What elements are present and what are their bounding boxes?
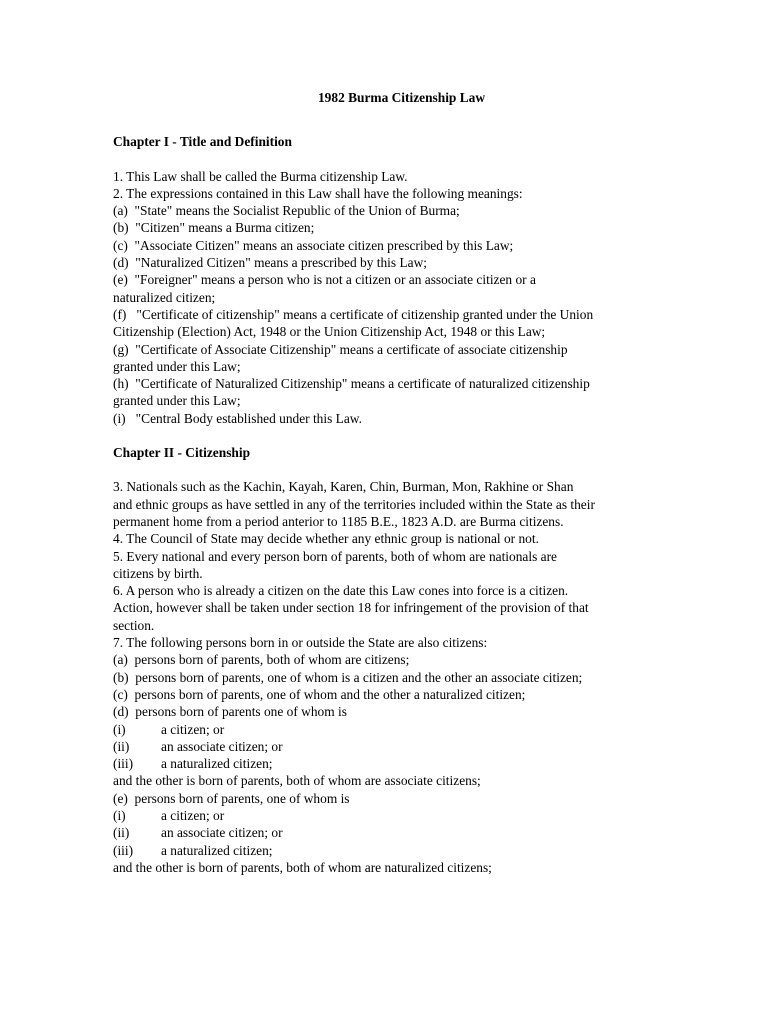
sub-item-text: a citizen; or: [161, 721, 225, 737]
sub-item-number: (i): [113, 721, 126, 737]
text-line: (d) persons born of parents one of whom is: [113, 704, 347, 720]
text-line: 4. The Council of State may decide whether any ethnic group is national or not.: [113, 531, 539, 547]
text-line: 5. Every national and every person born of parents, both of whom are nationals are: [113, 548, 557, 564]
sub-item-text: a naturalized citizen;: [161, 842, 273, 858]
sub-item-text: an associate citizen; or: [161, 738, 283, 754]
text-line: (d) "Naturalized Citizen" means a prescribed by this Law;: [113, 255, 427, 271]
chapter-2-heading: Chapter II - Citizenship: [113, 445, 251, 461]
chapter-1-body: [113, 168, 658, 427]
text-line: 6. A person who is already a citizen on the date this Law cones into force is a citizen.: [113, 583, 569, 599]
sub-item: [113, 824, 658, 841]
text-line: (e) "Foreigner" means a person who is not a citizen or an associate citizen or a: [113, 272, 536, 288]
sub-item-text: an associate citizen; or: [161, 825, 283, 841]
sub-item-number: (iii): [113, 842, 134, 858]
chapter-2-body: [113, 478, 658, 876]
text-line: permanent home from a period anterior to 1185 B.E., 1823 A.D. are Burma citizens.: [113, 513, 564, 529]
document-page: [113, 89, 658, 876]
text-line: and ethnic groups as have settled in any of the territories included within the State as their: [113, 496, 595, 512]
text-line: (g) "Certificate of Associate Citizenship" means a certificate of associate citizenship: [113, 341, 568, 357]
sub-item-number: (ii): [113, 738, 130, 754]
text-line: (c) persons born of parents, one of whom and the other a naturalized citizen;: [113, 686, 526, 702]
text-line: Citizenship (Election) Act, 1948 or the Union Citizenship Act, 1948 or this Law;: [113, 324, 546, 340]
text-line: 7. The following persons born in or outside the State are also citizens:: [113, 635, 488, 651]
sub-item-number: (iii): [113, 756, 134, 772]
text-line: granted under this Law;: [113, 393, 241, 409]
sub-item: [113, 755, 658, 772]
text-line: and the other is born of parents, both of whom are naturalized citizens;: [113, 859, 492, 875]
text-line: (h) "Certificate of Naturalized Citizenship" means a certificate of naturalized citizenship: [113, 376, 590, 392]
document-title: 1982 Burma Citizenship Law: [317, 90, 486, 105]
text-line: 1. This Law shall be called the Burma citizenship Law.: [113, 168, 408, 184]
text-line: 3. Nationals such as the Kachin, Kayah, Karen, Chin, Burman, Mon, Rakhine or Shan: [113, 479, 574, 495]
text-line: 2. The expressions contained in this Law shall have the following meanings:: [113, 185, 523, 201]
text-line: granted under this Law;: [113, 358, 241, 374]
text-line: (f) "Certificate of citizenship" means a certificate of citizenship granted under the Union: [113, 306, 594, 322]
text-line: (e) persons born of parents, one of whom is: [113, 790, 350, 806]
text-line: Action, however shall be taken under section 18 for infringement of the provision of that: [113, 600, 589, 616]
text-line: (b) persons born of parents, one of whom is a citizen and the other an associate citizen;: [113, 669, 583, 685]
text-line: (a) "State" means the Socialist Republic of the Union of Burma;: [113, 203, 460, 219]
text-line: naturalized citizen;: [113, 289, 216, 305]
sub-item: [113, 842, 658, 859]
text-line: (c) "Associate Citizen" means an associate citizen prescribed by this Law;: [113, 237, 514, 253]
text-line: citizens by birth.: [113, 565, 203, 581]
sub-item-number: (i): [113, 807, 126, 823]
text-line: section.: [113, 617, 155, 633]
chapter-1-heading: Chapter I - Title and Definition: [113, 134, 292, 150]
text-line: (i) "Central Body established under this Law.: [113, 410, 362, 426]
sub-item-text: a citizen; or: [161, 807, 225, 823]
text-line: (a) persons born of parents, both of whom are citizens;: [113, 652, 410, 668]
sub-item-number: (ii): [113, 825, 130, 841]
text-line: and the other is born of parents, both of whom are associate citizens;: [113, 773, 481, 789]
sub-item: [113, 738, 658, 755]
sub-item: [113, 807, 658, 824]
text-line: (b) "Citizen" means a Burma citizen;: [113, 220, 315, 236]
sub-item-text: a naturalized citizen;: [161, 756, 273, 772]
sub-item: [113, 721, 658, 738]
